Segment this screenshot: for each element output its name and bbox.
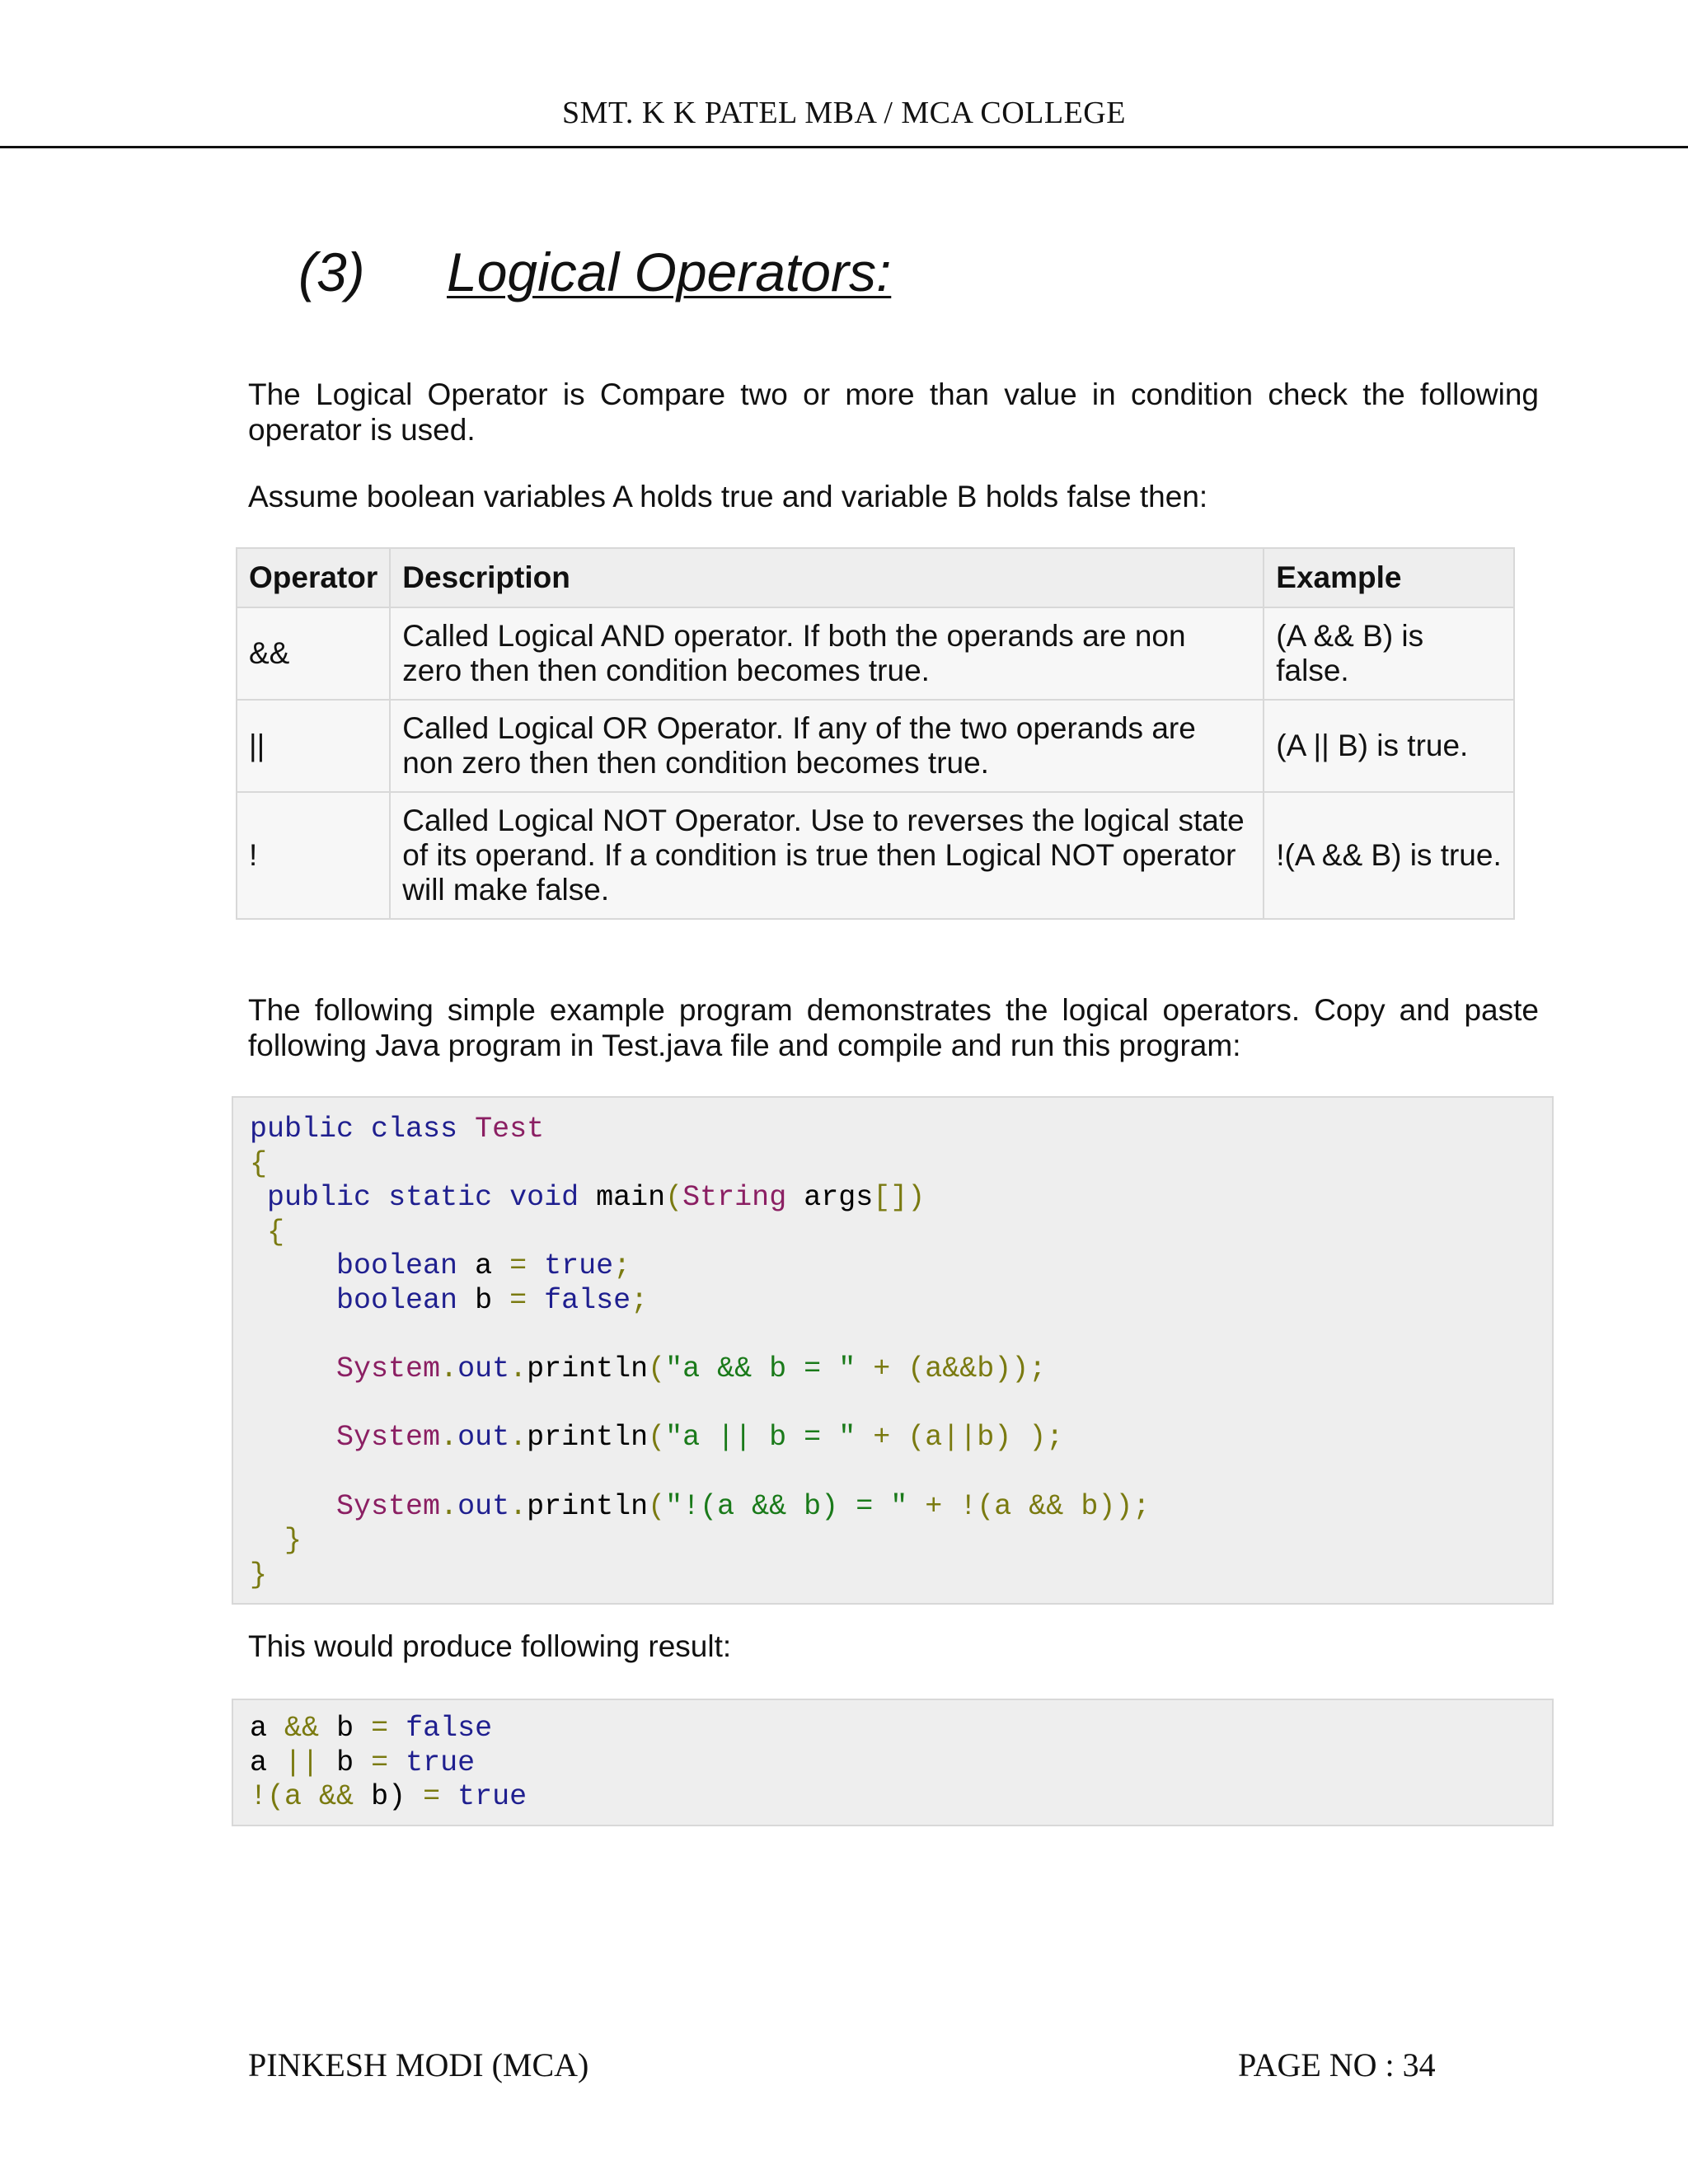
- header-description: Description: [390, 548, 1264, 607]
- table-row: [237, 792, 1514, 919]
- table-row: [237, 607, 1514, 700]
- code-line: [250, 1455, 1552, 1490]
- description-cell: Called Logical NOT Operator. Use to reverses the logical state of its operand. If a condition is true then Logical NOT operator will make false.: [390, 792, 1264, 919]
- section-number: (3): [298, 241, 365, 302]
- code-line: [250, 1319, 1552, 1353]
- example-cell: (A || B) is true.: [1264, 700, 1514, 792]
- table-row: [237, 700, 1514, 792]
- header-example: Example: [1264, 548, 1514, 607]
- code-line: }: [284, 1524, 302, 1558]
- assumption-paragraph: Assume boolean variables A holds true and variable B holds false then:: [248, 480, 1208, 513]
- table-header-row: [237, 548, 1514, 607]
- code-line: {: [267, 1215, 285, 1249]
- code-line: System.out.println("a && b = " + (a&&b));: [336, 1352, 1047, 1386]
- operators-table: [236, 547, 1515, 920]
- description-cell: Called Logical OR Operator. If any of the two operands are non zero then then condition becomes true.: [390, 700, 1264, 792]
- output-line: a && b = false: [250, 1712, 493, 1745]
- intro-paragraph: The Logical Operator is Compare two or more than value in condition check the following operator is used.: [248, 377, 1539, 447]
- code-line: System.out.println("a || b = " + (a||b) );: [336, 1421, 1064, 1455]
- code-line: public class Test: [250, 1113, 545, 1146]
- description-cell: Called Logical AND operator. If both the operands are non zero then then condition becomes true.: [390, 607, 1264, 700]
- output-line: !(a && b) = true: [250, 1780, 528, 1814]
- code-line: boolean a = true;: [336, 1249, 631, 1283]
- footer-page-number: PAGE NO : 34: [1238, 2046, 1436, 2083]
- example-cell: !(A && B) is true.: [1264, 792, 1514, 919]
- header-rule: [0, 146, 1688, 148]
- code-line: public static void main(String args[]): [267, 1181, 926, 1215]
- output-block: [232, 1699, 1554, 1826]
- code-line: [250, 1387, 1552, 1422]
- operator-cell: ||: [237, 700, 390, 792]
- output-line: a || b = true: [250, 1746, 476, 1779]
- code-block: [232, 1096, 1554, 1605]
- example-cell: (A && B) is false.: [1264, 607, 1514, 700]
- code-line: {: [250, 1146, 268, 1180]
- operator-cell: &&: [237, 607, 390, 700]
- code-line: boolean b = false;: [336, 1283, 649, 1317]
- program-intro-paragraph: The following simple example program demonstrates the logical operators. Copy and paste following Java program in Test.java file and compile and run this program:: [248, 993, 1539, 1062]
- header-operator: Operator: [237, 548, 390, 607]
- result-label: This would produce following result:: [248, 1629, 732, 1663]
- code-line: }: [250, 1558, 268, 1591]
- operator-cell: !: [237, 792, 390, 919]
- code-line: System.out.println("!(a && b) = " + !(a && b));: [336, 1489, 1151, 1523]
- section-title: Logical Operators:: [447, 241, 892, 302]
- page-header: SMT. K K PATEL MBA / MCA COLLEGE: [562, 96, 1126, 130]
- footer-author: PINKESH MODI (MCA): [248, 2046, 589, 2083]
